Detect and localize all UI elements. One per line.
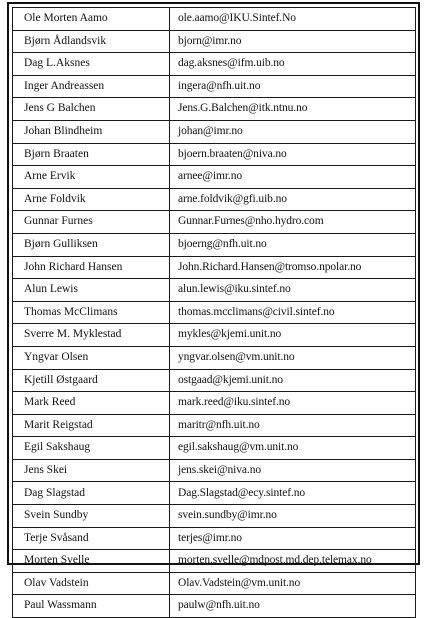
contact-name: John Richard Hansen [13, 256, 170, 279]
table-row [13, 98, 416, 121]
table-row [13, 482, 416, 505]
contact-email: Dag.Slagstad@ecy.sintef.no [170, 482, 416, 505]
contact-email: bjorn@imr.no [170, 30, 416, 53]
table-row [13, 301, 416, 324]
contact-email: John.Richard.Hansen@tromso.npolar.no [170, 256, 416, 279]
contact-email: paulw@nfh.uit.no [170, 595, 416, 618]
table-row [13, 256, 416, 279]
contact-name: Bjørn Gulliksen [13, 233, 170, 256]
contact-name: Egil Sakshaug [13, 437, 170, 460]
contact-name: Kjetill Østgaard [13, 369, 170, 392]
contact-name: Terje Svåsand [13, 527, 170, 550]
contact-name: Arne Foldvik [13, 188, 170, 211]
table-row [13, 527, 416, 550]
contact-name: Sverre M. Myklestad [13, 324, 170, 347]
table-row [13, 550, 416, 573]
contact-name: Jens Skei [13, 459, 170, 482]
contact-name: Paul Wassmann [13, 595, 170, 618]
table-row [13, 346, 416, 369]
table-row [13, 166, 416, 189]
table-row [13, 414, 416, 437]
contact-name: Dag Slagstad [13, 482, 170, 505]
contact-name: Svein Sundby [13, 505, 170, 528]
contact-name: Marit Reigstad [13, 414, 170, 437]
table-row [13, 437, 416, 460]
table-row [13, 188, 416, 211]
table-row [13, 53, 416, 76]
table-row [13, 75, 416, 98]
contact-table-body [13, 8, 416, 618]
contact-name: Bjørn Braaten [13, 143, 170, 166]
contact-name: Gunnar Furnes [13, 211, 170, 234]
contact-name: Thomas McClimans [13, 301, 170, 324]
contact-name: Olav Vadstein [13, 572, 170, 595]
contact-email: johan@imr.no [170, 120, 416, 143]
contact-email: dag.aksnes@ifm.uib.no [170, 53, 416, 76]
contact-email: bjoern.braaten@niva.no [170, 143, 416, 166]
contact-email: arnee@imr.no [170, 166, 416, 189]
contact-email: egil.sakshaug@vm.unit.no [170, 437, 416, 460]
contact-email: ingera@nfh.uit.no [170, 75, 416, 98]
contact-email: Olav.Vadstein@vm.unit.no [170, 572, 416, 595]
table-row [13, 392, 416, 415]
contact-email: terjes@imr.no [170, 527, 416, 550]
contact-email: mark.reed@iku.sintef.no [170, 392, 416, 415]
contact-email: ostgaad@kjemi.unit.no [170, 369, 416, 392]
contact-email: morten.svelle@mdpost.md.dep.telemax.no [170, 550, 416, 573]
contact-email: bjoerng@nfh.uit.no [170, 233, 416, 256]
contact-email: thomas.mcclimans@civil.sintef.no [170, 301, 416, 324]
contact-email: jens.skei@niva.no [170, 459, 416, 482]
contact-name: Morten Svelle [13, 550, 170, 573]
table-row [13, 595, 416, 618]
table-row [13, 572, 416, 595]
contact-email: ole.aamo@IKU.Sintef.No [170, 8, 416, 31]
contact-name: Johan Blindheim [13, 120, 170, 143]
contact-email: Gunnar.Furnes@nho.hydro.com [170, 211, 416, 234]
table-row [13, 233, 416, 256]
table-row [13, 459, 416, 482]
contact-name: Ole Morten Aamo [13, 8, 170, 31]
contact-name: Mark Reed [13, 392, 170, 415]
contact-email: alun.lewis@iku.sintef.no [170, 279, 416, 302]
contact-name: Arne Ervik [13, 166, 170, 189]
contact-email: svein.sundby@imr.no [170, 505, 416, 528]
contact-email: mykles@kjemi.unit.no [170, 324, 416, 347]
table-row [13, 30, 416, 53]
table-row [13, 120, 416, 143]
table-row [13, 279, 416, 302]
contact-name: Dag L.Aksnes [13, 53, 170, 76]
contact-email: yngvar.olsen@vm.unit.no [170, 346, 416, 369]
table-row [13, 8, 416, 31]
table-row [13, 143, 416, 166]
contact-email: Jens.G.Balchen@itk.ntnu.no [170, 98, 416, 121]
contact-name: Alun Lewis [13, 279, 170, 302]
table-row [13, 211, 416, 234]
contact-email: arne.foldvik@gfi.uib.no [170, 188, 416, 211]
contact-name: Bjørn Ådlandsvik [13, 30, 170, 53]
table-row [13, 369, 416, 392]
contact-name: Yngvar Olsen [13, 346, 170, 369]
document-page [7, 2, 420, 612]
contact-name: Inger Andreassen [13, 75, 170, 98]
table-row [13, 324, 416, 347]
contact-table [12, 7, 416, 618]
contact-email: maritr@nfh.uit.no [170, 414, 416, 437]
table-row [13, 505, 416, 528]
contact-name: Jens G Balchen [13, 98, 170, 121]
